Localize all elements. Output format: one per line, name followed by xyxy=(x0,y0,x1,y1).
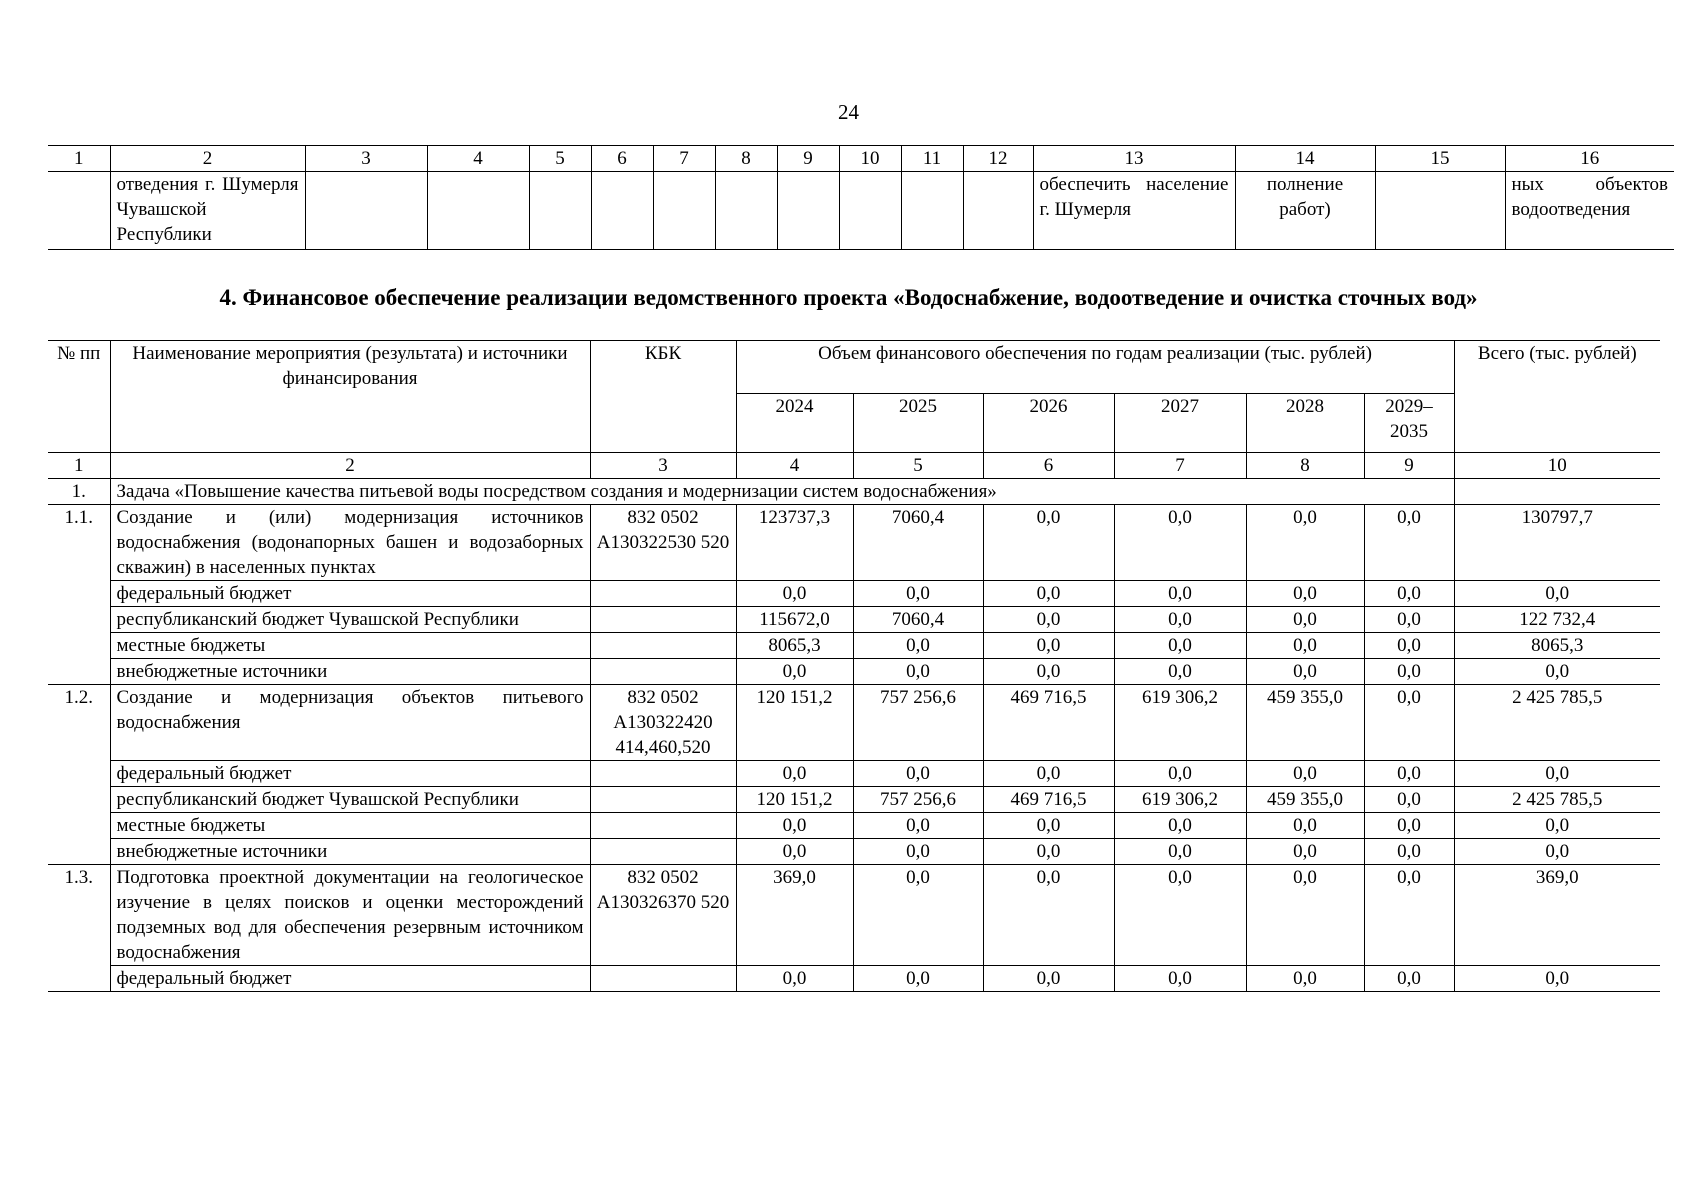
row-value: 0,0 xyxy=(736,659,853,685)
row-value: 0,0 xyxy=(853,839,983,865)
row-name: местные бюджеты xyxy=(110,813,590,839)
row-value: 0,0 xyxy=(1364,505,1454,581)
continuation-table xyxy=(48,145,1674,250)
table-row xyxy=(48,813,1660,839)
row-value: 0,0 xyxy=(983,633,1114,659)
row-num: 1.1. xyxy=(48,505,110,581)
row-total: 0,0 xyxy=(1454,761,1660,787)
row-kbk: 832 0502 А130322420 414,460,520 xyxy=(590,685,736,761)
row-total: 0,0 xyxy=(1454,966,1660,992)
row-value: 8065,3 xyxy=(736,633,853,659)
row-value: 0,0 xyxy=(853,966,983,992)
row-value: 0,0 xyxy=(1246,505,1364,581)
continuation-cell-14: полнение работ) xyxy=(1235,172,1375,250)
row-value: 459 355,0 xyxy=(1246,787,1364,813)
row-name: Создание и (или) модернизация источников водоснабжения (водонапорных башен и водозаборных скважин) в населенных пунктах xyxy=(110,505,590,581)
row-num xyxy=(48,607,110,633)
row-name: федеральный бюджет xyxy=(110,581,590,607)
row-kbk xyxy=(590,839,736,865)
row-value: 0,0 xyxy=(1364,633,1454,659)
header-year: 2029–2035 xyxy=(1364,393,1454,452)
table-row xyxy=(48,607,1660,633)
header-year: 2027 xyxy=(1114,393,1246,452)
row-value: 0,0 xyxy=(1114,581,1246,607)
header-year: 2028 xyxy=(1246,393,1364,452)
row-kbk xyxy=(590,966,736,992)
row-value: 0,0 xyxy=(1114,505,1246,581)
row-kbk xyxy=(590,761,736,787)
row-value: 0,0 xyxy=(1246,633,1364,659)
row-kbk xyxy=(590,813,736,839)
table-row xyxy=(48,581,1660,607)
continuation-column-numbers xyxy=(48,146,1674,172)
row-name: внебюджетные источники xyxy=(110,839,590,865)
row-kbk: 832 0502 А130326370 520 xyxy=(590,865,736,966)
header-total: Всего (тыс. рублей) xyxy=(1454,341,1660,453)
row-value: 0,0 xyxy=(983,865,1114,966)
row-value: 0,0 xyxy=(1246,813,1364,839)
row-total: 0,0 xyxy=(1454,813,1660,839)
row-total: 2 425 785,5 xyxy=(1454,787,1660,813)
task-num: 1. xyxy=(48,479,110,505)
table-row xyxy=(48,839,1660,865)
continuation-col-number: 12 xyxy=(963,146,1033,172)
row-value: 0,0 xyxy=(1114,966,1246,992)
continuation-cell-2: отведения г. Шумерля Чувашской Республики xyxy=(110,172,305,250)
row-value: 0,0 xyxy=(1364,659,1454,685)
table-row xyxy=(48,966,1660,992)
row-value: 0,0 xyxy=(983,761,1114,787)
row-total: 0,0 xyxy=(1454,659,1660,685)
finance-col-number: 8 xyxy=(1246,453,1364,479)
row-total: 122 732,4 xyxy=(1454,607,1660,633)
continuation-col-number: 3 xyxy=(305,146,427,172)
row-total: 369,0 xyxy=(1454,865,1660,966)
header-row-1 xyxy=(48,341,1660,394)
row-name: Подготовка проектной документации на геологическое изучение в целях поисков и оценки месторождений подземных вод для обеспечения резервным источником водоснабжения xyxy=(110,865,590,966)
row-value: 0,0 xyxy=(983,813,1114,839)
finance-col-number: 6 xyxy=(983,453,1114,479)
row-value: 0,0 xyxy=(1114,633,1246,659)
row-kbk xyxy=(590,787,736,813)
row-value: 469 716,5 xyxy=(983,685,1114,761)
row-value: 0,0 xyxy=(983,607,1114,633)
section-title: 4. Финансовое обеспечение реализации ведомственного проекта «Водоснабжение, водоотведение и очистка сточных вод» xyxy=(219,285,1478,310)
row-value: 469 716,5 xyxy=(983,787,1114,813)
finance-body xyxy=(48,505,1660,992)
row-value: 0,0 xyxy=(1364,787,1454,813)
row-num xyxy=(48,633,110,659)
row-num xyxy=(48,839,110,865)
row-value: 123737,3 xyxy=(736,505,853,581)
row-value: 369,0 xyxy=(736,865,853,966)
row-value: 0,0 xyxy=(1364,607,1454,633)
row-value: 0,0 xyxy=(1364,685,1454,761)
continuation-col-number: 1 xyxy=(48,146,110,172)
row-kbk xyxy=(590,607,736,633)
row-value: 0,0 xyxy=(853,633,983,659)
continuation-col-number: 11 xyxy=(901,146,963,172)
row-value: 0,0 xyxy=(853,761,983,787)
row-kbk xyxy=(590,581,736,607)
row-num xyxy=(48,659,110,685)
row-value: 0,0 xyxy=(1364,813,1454,839)
row-value: 0,0 xyxy=(1364,761,1454,787)
finance-col-number: 9 xyxy=(1364,453,1454,479)
finance-col-number: 5 xyxy=(853,453,983,479)
continuation-col-number: 13 xyxy=(1033,146,1235,172)
continuation-col-number: 14 xyxy=(1235,146,1375,172)
row-num xyxy=(48,813,110,839)
row-value: 0,0 xyxy=(1114,865,1246,966)
row-name: федеральный бюджет xyxy=(110,761,590,787)
row-kbk xyxy=(590,659,736,685)
row-num: 1.3. xyxy=(48,865,110,966)
row-value: 0,0 xyxy=(1246,607,1364,633)
continuation-col-number: 5 xyxy=(529,146,591,172)
row-kbk: 832 0502 А130322530 520 xyxy=(590,505,736,581)
header-volume: Объем финансового обеспечения по годам реализации (тыс. рублей) xyxy=(736,341,1454,394)
continuation-cell-13: обеспечить население г. Шумерля xyxy=(1033,172,1235,250)
header-kbk: КБК xyxy=(590,341,736,453)
row-value: 0,0 xyxy=(853,659,983,685)
row-value: 7060,4 xyxy=(853,505,983,581)
continuation-col-number: 8 xyxy=(715,146,777,172)
header-num: № пп xyxy=(48,341,110,453)
row-total: 0,0 xyxy=(1454,581,1660,607)
row-num xyxy=(48,966,110,992)
row-value: 0,0 xyxy=(983,966,1114,992)
row-value: 757 256,6 xyxy=(853,787,983,813)
row-value: 0,0 xyxy=(1246,581,1364,607)
row-value: 0,0 xyxy=(1246,865,1364,966)
continuation-col-number: 4 xyxy=(427,146,529,172)
task-text: Задача «Повышение качества питьевой воды посредством создания и модернизации систем водоснабжения» xyxy=(110,479,1454,505)
row-value: 459 355,0 xyxy=(1246,685,1364,761)
row-value: 0,0 xyxy=(1364,839,1454,865)
row-name: внебюджетные источники xyxy=(110,659,590,685)
row-value: 619 306,2 xyxy=(1114,685,1246,761)
finance-col-number: 7 xyxy=(1114,453,1246,479)
row-value: 115672,0 xyxy=(736,607,853,633)
row-value: 0,0 xyxy=(853,813,983,839)
row-total: 0,0 xyxy=(1454,839,1660,865)
row-total: 2 425 785,5 xyxy=(1454,685,1660,761)
row-value: 0,0 xyxy=(1114,761,1246,787)
row-num xyxy=(48,581,110,607)
row-name: республиканский бюджет Чувашской Республики xyxy=(110,787,590,813)
row-value: 120 151,2 xyxy=(736,685,853,761)
row-value: 0,0 xyxy=(736,839,853,865)
finance-col-number: 3 xyxy=(590,453,736,479)
table-row xyxy=(48,633,1660,659)
finance-column-numbers xyxy=(48,453,1660,479)
table-row xyxy=(48,787,1660,813)
row-value: 0,0 xyxy=(1364,865,1454,966)
row-value: 0,0 xyxy=(1114,813,1246,839)
row-name: республиканский бюджет Чувашской Республики xyxy=(110,607,590,633)
row-total: 130797,7 xyxy=(1454,505,1660,581)
task-row xyxy=(48,479,1660,505)
row-value: 7060,4 xyxy=(853,607,983,633)
continuation-col-number: 7 xyxy=(653,146,715,172)
row-value: 757 256,6 xyxy=(853,685,983,761)
header-year: 2025 xyxy=(853,393,983,452)
row-name: местные бюджеты xyxy=(110,633,590,659)
row-value: 0,0 xyxy=(1114,839,1246,865)
row-value: 0,0 xyxy=(1246,761,1364,787)
row-value: 619 306,2 xyxy=(1114,787,1246,813)
header-name: Наименование мероприятия (результата) и источники финансирования xyxy=(110,341,590,453)
continuation-col-number: 16 xyxy=(1505,146,1674,172)
header-year: 2026 xyxy=(983,393,1114,452)
table-row xyxy=(48,761,1660,787)
row-value: 0,0 xyxy=(1246,839,1364,865)
table-row xyxy=(48,685,1660,761)
row-value: 0,0 xyxy=(736,966,853,992)
finance-col-number: 4 xyxy=(736,453,853,479)
row-name: федеральный бюджет xyxy=(110,966,590,992)
row-value: 0,0 xyxy=(1246,966,1364,992)
row-num: 1.2. xyxy=(48,685,110,761)
finance-col-number: 10 xyxy=(1454,453,1660,479)
row-value: 0,0 xyxy=(736,813,853,839)
row-num xyxy=(48,787,110,813)
row-value: 0,0 xyxy=(983,659,1114,685)
table-row xyxy=(48,865,1660,966)
row-name: Создание и модернизация объектов питьевого водоснабжения xyxy=(110,685,590,761)
table-row xyxy=(48,659,1660,685)
finance-col-number: 2 xyxy=(110,453,590,479)
row-value: 0,0 xyxy=(983,505,1114,581)
row-value: 0,0 xyxy=(853,865,983,966)
continuation-col-number: 9 xyxy=(777,146,839,172)
header-year: 2024 xyxy=(736,393,853,452)
row-num xyxy=(48,761,110,787)
page-number: 24 xyxy=(838,100,859,124)
continuation-col-number: 15 xyxy=(1375,146,1505,172)
row-value: 0,0 xyxy=(1246,659,1364,685)
finance-col-number: 1 xyxy=(48,453,110,479)
row-kbk xyxy=(590,633,736,659)
table-row xyxy=(48,505,1660,581)
row-value: 0,0 xyxy=(1364,966,1454,992)
row-value: 120 151,2 xyxy=(736,787,853,813)
continuation-col-number: 6 xyxy=(591,146,653,172)
row-value: 0,0 xyxy=(983,581,1114,607)
continuation-col-number: 10 xyxy=(839,146,901,172)
row-value: 0,0 xyxy=(1364,581,1454,607)
row-value: 0,0 xyxy=(1114,659,1246,685)
row-value: 0,0 xyxy=(736,581,853,607)
row-value: 0,0 xyxy=(853,581,983,607)
finance-table xyxy=(48,340,1660,992)
continuation-col-number: 2 xyxy=(110,146,305,172)
row-value: 0,0 xyxy=(1114,607,1246,633)
row-total: 8065,3 xyxy=(1454,633,1660,659)
row-value: 0,0 xyxy=(983,839,1114,865)
continuation-row xyxy=(48,172,1674,250)
row-value: 0,0 xyxy=(736,761,853,787)
continuation-cell-16: ных объектов водоотведения xyxy=(1505,172,1674,250)
